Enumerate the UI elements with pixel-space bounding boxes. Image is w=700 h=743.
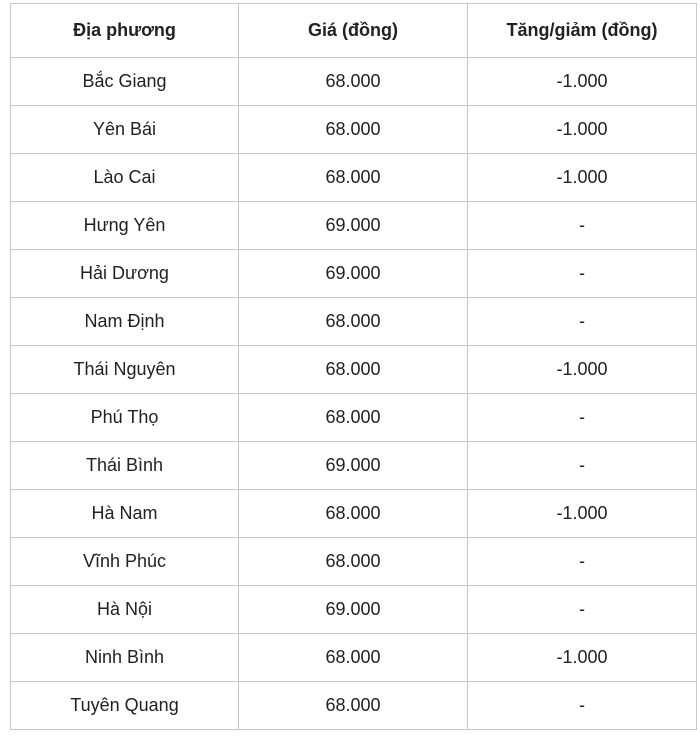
cell-locality: Thái Bình <box>11 442 239 490</box>
cell-change: - <box>468 202 697 250</box>
cell-locality: Hà Nội <box>11 586 239 634</box>
table-row <box>11 250 697 298</box>
cell-price: 68.000 <box>239 58 468 106</box>
cell-locality: Hà Nam <box>11 490 239 538</box>
header-price: Giá (đồng) <box>239 4 468 58</box>
cell-locality: Thái Nguyên <box>11 346 239 394</box>
cell-change: - <box>468 586 697 634</box>
cell-locality: Vĩnh Phúc <box>11 538 239 586</box>
cell-locality: Ninh Bình <box>11 634 239 682</box>
cell-change: - <box>468 538 697 586</box>
header-change: Tăng/giảm (đồng) <box>468 4 697 58</box>
cell-price: 68.000 <box>239 346 468 394</box>
cell-price: 68.000 <box>239 298 468 346</box>
cell-price: 68.000 <box>239 394 468 442</box>
cell-change: - <box>468 442 697 490</box>
cell-change: - <box>468 298 697 346</box>
cell-price: 68.000 <box>239 682 468 730</box>
cell-locality: Hưng Yên <box>11 202 239 250</box>
cell-price: 68.000 <box>239 490 468 538</box>
table-row <box>11 394 697 442</box>
cell-change: - <box>468 682 697 730</box>
cell-locality: Hải Dương <box>11 250 239 298</box>
price-table <box>10 3 697 730</box>
table-row <box>11 682 697 730</box>
table-row <box>11 154 697 202</box>
cell-price: 68.000 <box>239 634 468 682</box>
cell-price: 69.000 <box>239 250 468 298</box>
cell-locality: Bắc Giang <box>11 58 239 106</box>
table-row <box>11 58 697 106</box>
cell-price: 68.000 <box>239 154 468 202</box>
cell-change: -1.000 <box>468 634 697 682</box>
cell-change: -1.000 <box>468 490 697 538</box>
cell-locality: Yên Bái <box>11 106 239 154</box>
cell-price: 69.000 <box>239 202 468 250</box>
cell-locality: Lào Cai <box>11 154 239 202</box>
cell-change: - <box>468 250 697 298</box>
cell-change: -1.000 <box>468 346 697 394</box>
table-row <box>11 634 697 682</box>
header-locality: Địa phương <box>11 4 239 58</box>
table-row <box>11 298 697 346</box>
table-row <box>11 586 697 634</box>
cell-locality: Phú Thọ <box>11 394 239 442</box>
table-row <box>11 202 697 250</box>
cell-price: 69.000 <box>239 586 468 634</box>
table-row <box>11 490 697 538</box>
cell-change: -1.000 <box>468 106 697 154</box>
table-row <box>11 106 697 154</box>
cell-change: -1.000 <box>468 154 697 202</box>
table-row <box>11 346 697 394</box>
cell-locality: Nam Định <box>11 298 239 346</box>
header-row <box>11 4 697 58</box>
cell-locality: Tuyên Quang <box>11 682 239 730</box>
cell-price: 68.000 <box>239 538 468 586</box>
table-row <box>11 538 697 586</box>
cell-price: 68.000 <box>239 106 468 154</box>
cell-change: -1.000 <box>468 58 697 106</box>
cell-change: - <box>468 394 697 442</box>
cell-price: 69.000 <box>239 442 468 490</box>
table-row <box>11 442 697 490</box>
